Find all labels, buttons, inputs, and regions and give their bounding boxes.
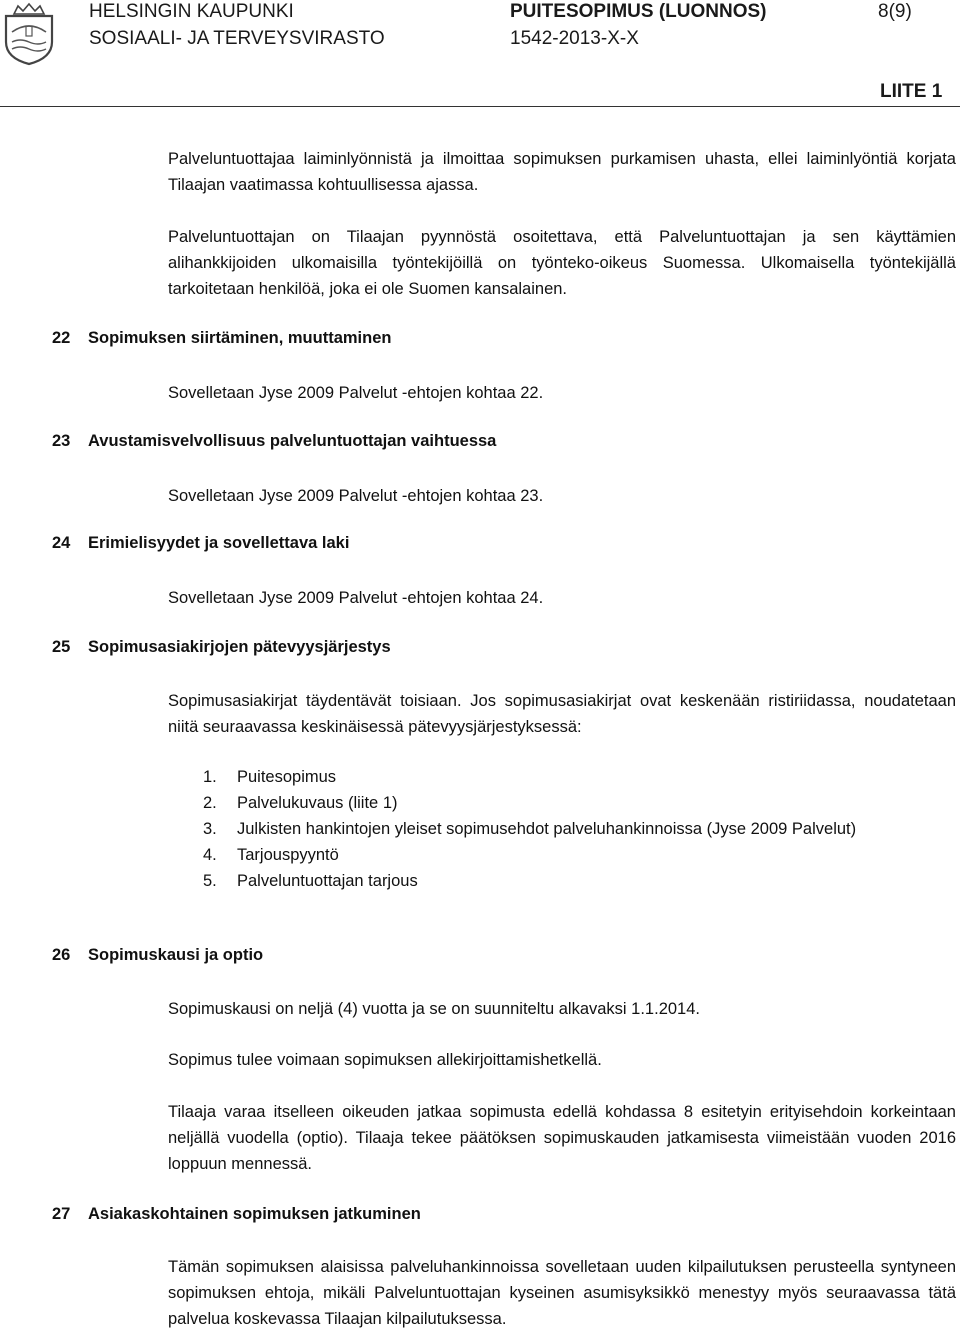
section-27-paragraph-1: Tämän sopimuksen alaisissa palveluhankinnoissa sovelletaan uuden kilpailutuksen perusteella syntyneen sopimuksen ehtoja, mikäli Palveluntuottajan kyseinen asumisyksikkö menestyy myös seuraavassa tätä palvelua koskevassa Tilaajan kilpailutuksessa. — [168, 1258, 956, 1328]
section-25-text: Sopimusasiakirjat täydentävät toisiaan. Jos sopimusasiakirjat ovat keskenään ristiriidassa, noudatetaan niitä seuraavassa keskinäisessä pätevyysjärjestyksessä: — [168, 692, 956, 736]
list-item-text: Palveluntuottajan tarjous — [237, 872, 418, 890]
document-number: 1542-2013-X-X — [510, 28, 639, 49]
section-22-number: 22 — [52, 329, 71, 347]
document-type: PUITESOPIMUS (LUONNOS) — [510, 1, 767, 22]
section-23-text: Sovelletaan Jyse 2009 Palvelut -ehtojen kohtaa 23. — [168, 487, 544, 505]
precedence-list — [203, 764, 956, 894]
list-item-text: Palvelukuvaus (liite 1) — [237, 794, 398, 812]
department-name: SOSIAALI- JA TERVEYSVIRASTO — [89, 28, 385, 49]
list-item — [203, 790, 956, 816]
city-crest-logo — [2, 2, 56, 66]
section-27-number: 27 — [52, 1205, 71, 1223]
section-26-paragraph-2: Sopimus tulee voimaan sopimuksen allekirjoittamishetkellä. — [168, 1051, 602, 1069]
intro-paragraph-2: Palveluntuottajan on Tilaajan pyynnöstä osoitettava, että Palveluntuottajan ja sen käyttämien alihankkijoiden ulkomaisilla työntekijöillä on työnteko-oikeus Suomessa. Ulkomaisella työntekijällä tarkoitetaan henkilöä, joka ei ole Suomen kansalainen. — [168, 228, 956, 298]
section-27-title: Asiakaskohtainen sopimuksen jatkuminen — [88, 1205, 421, 1223]
list-item — [203, 842, 956, 868]
section-23-number: 23 — [52, 432, 71, 450]
list-item — [203, 764, 956, 790]
section-24-text: Sovelletaan Jyse 2009 Palvelut -ehtojen kohtaa 24. — [168, 589, 544, 607]
section-24-number: 24 — [52, 534, 71, 552]
section-24-title: Erimielisyydet ja sovellettava laki — [88, 534, 350, 552]
section-25-title: Sopimusasiakirjojen pätevyysjärjestys — [88, 638, 391, 656]
section-26-paragraph-1: Sopimuskausi on neljä (4) vuotta ja se on suunniteltu alkavaksi 1.1.2014. — [168, 1000, 700, 1018]
list-item — [203, 868, 956, 894]
list-item-number: 3. — [203, 820, 217, 838]
section-25-number: 25 — [52, 638, 71, 656]
section-22-text: Sovelletaan Jyse 2009 Palvelut -ehtojen kohtaa 22. — [168, 384, 544, 402]
list-item-text: Julkisten hankintojen yleiset sopimusehdot palveluhankinnoissa (Jyse 2009 Palvelut) — [237, 820, 857, 838]
list-item — [203, 816, 956, 842]
section-23-title: Avustamisvelvollisuus palveluntuottajan vaihtuessa — [88, 432, 497, 450]
header-divider — [0, 106, 960, 107]
attachment-label: LIITE 1 — [880, 81, 943, 102]
section-26-title: Sopimuskausi ja optio — [88, 946, 264, 964]
list-item-number: 5. — [203, 872, 217, 890]
intro-paragraph-1: Palveluntuottajaa laiminlyönnistä ja ilmoittaa sopimuksen purkamisen uhasta, ellei laiminlyöntiä korjata Tilaajan vaatimassa kohtuullisessa ajassa. — [168, 150, 956, 194]
section-26-number: 26 — [52, 946, 71, 964]
section-22-title: Sopimuksen siirtäminen, muuttaminen — [88, 329, 392, 347]
page-number: 8(9) — [878, 1, 912, 22]
list-item-number: 1. — [203, 768, 217, 786]
list-item-text: Tarjouspyyntö — [237, 846, 339, 864]
section-26-paragraph-3: Tilaaja varaa itselleen oikeuden jatkaa sopimusta edellä kohdassa 8 esitetyin erityisehdoin korkeintaan neljällä vuodella (optio). Tilaaja tekee päätöksen sopimuskauden jatkamisesta viimeistään vuoden 2016 loppuun mennessä. — [168, 1103, 956, 1173]
list-item-text: Puitesopimus — [237, 768, 337, 786]
list-item-number: 2. — [203, 794, 217, 812]
list-item-number: 4. — [203, 846, 217, 864]
org-name: HELSINGIN KAUPUNKI — [89, 1, 294, 22]
